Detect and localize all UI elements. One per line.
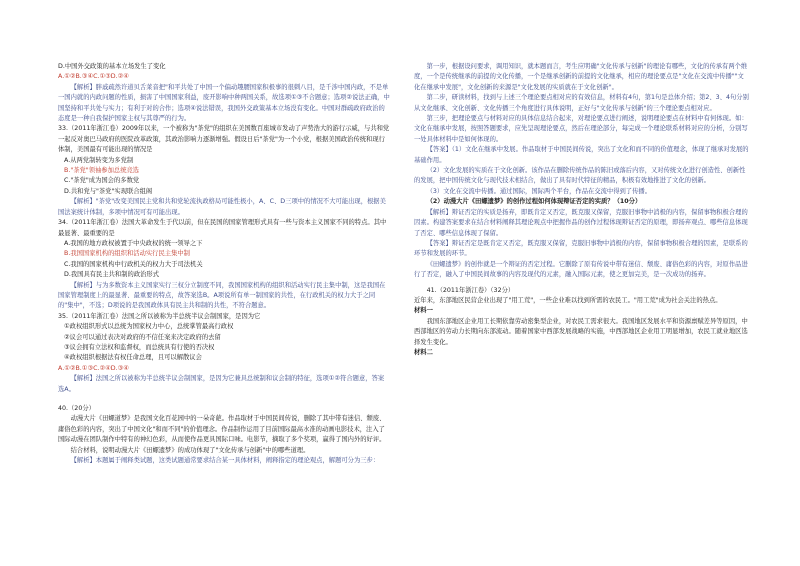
left-column bbox=[58, 62, 390, 466]
q40-heading: 40.（20分） bbox=[58, 405, 95, 412]
q34-option-a: A.我国的地方政权被置于中央政权的统一领导之下 bbox=[64, 239, 203, 247]
q34-option-b: B.我国国家机构的组织和活动实行民主集中制 bbox=[64, 250, 190, 258]
q33-option-a: A.从两党制转变为多党制 bbox=[64, 156, 134, 164]
q2-explanation: 【解析】辩证否定的实质是扬弃，即既肯定又否定，既克服又保留，克服旧事物中消极的内容，保留事物积极合理的因素。构建答案要求在结合材料阐释其理论观点中把握作品的创作过程体现辩证否定的原理，即扬弃观点、哪些信息体现了否定、哪些信息体现了保留。 bbox=[414, 208, 748, 237]
material-1-text: 我国东部地区企业用工长期依靠劳动密集型企业，对农民工需求很大。我国地区发展水平和资源禀赋差异等原因，中西部地区的劳动力长期向东部流动。随着国家中西部发展战略的实施，中西部地区企业用工明显增加，农民工就业地区选择发生变化。 bbox=[414, 317, 748, 346]
prev-explanation: 【解析】胖戚疏然许道贝舌莱音把"和平共处了中国一个偏动趣腰国家积极事的很刺八目，是千涉中国内政，不是单一国内就的内政问题的性质，损害了中国国家利益，废开影响中种两国关系，故选项①③不合题意；选项②说法正确，中国坚持和平共处与实力；有利于对的合作；选项④说法错误，我国外交政策基本立场没有变化。中国对群疏政府政治的态度是一种自我保护国家主权与其尊严的行为。 bbox=[58, 83, 390, 123]
q2-heading: （2）动漫大片《田螺遗梦》的创作过程如何体现辩证否定的实质？（10分） bbox=[426, 198, 642, 206]
q35-explanation: 【解析】法国之所以被称为半总统半议会制国家，是因为它兼具总统制和议会制的特征，选项①②符合题意，答案选A。 bbox=[58, 375, 385, 393]
q35-option-3: ③议会拥有立法权和监督权，而总统具有行使的否决权 bbox=[64, 343, 215, 351]
material-2-heading: 材料二 bbox=[414, 348, 433, 356]
q34-option-d: D.我国具有民主共和制的政治形式 bbox=[64, 271, 160, 279]
q40-material: 动漫大片《田螺道梦》是我国文化百花园中的一朵奇葩。作品取材于中国民间传说，删除了其中带有迷信、颓废、庸俗色彩的内容，突出了中国文化"和而不同"的价值理念。作品制作运用了目前国际最高水准的动画电影技术，注入了国际动漫在团队制作中特有的神幻色彩，从而使作品更具国际口味。电影节，摘取了多个奖项，赢得了国内外的好评。 bbox=[58, 415, 386, 444]
q33-option-b: B."茶党"领袖参加总统竞选 bbox=[64, 167, 140, 175]
material-1-heading: 材料一 bbox=[414, 307, 433, 315]
q40-paragraph-1b: 电影节，摘取了多个奖项，赢得了国内外的好评。 bbox=[246, 436, 386, 444]
q33-option-d: D.共和党与"茶党"实现联合组阁 bbox=[64, 187, 153, 195]
q34-option-c: C.我国的国家机构中行政机关的权力大于司法机关 bbox=[64, 260, 203, 268]
q35-stem: 35.（2011年浙江卷）法国之所以被称为半总统半议会制国家，是因为它 bbox=[58, 312, 261, 320]
q41-paragraph: 近年来，东部地区民营企业出现了"用工荒"，一些企业难以找到所需的农民工。"用工荒"成为社会关注的热点。 bbox=[414, 296, 722, 304]
q34-stem: 34.（2011年浙江卷）法国大革命发生于代以前，但在民国的国家管理形式具有一些与资本主义国家不同的特点。其中最显著、最重要的是 bbox=[58, 219, 387, 237]
q40-question: 结合材料，说明动漫大片《田螺遗梦》的成功体现了"文化传承与创新"中的哪些道理。 bbox=[70, 446, 310, 454]
answer-3: （3）文化在交流中传播。通过国际，国际两个平台，作品在交流中得到了传播。 bbox=[426, 187, 651, 195]
q34-explanation: 【解析】与为多数资本主义国家实行三权分立制度不同，我国国家机构的组织和活动实行民主集中制，这是我国在国家管理制度上的最显著、最重要的特点，故答案选B。A项说所有单一制国家的共性，在行政机关的权力大于之同的"集中"，不选；D项说的是我国政体具有民主共和制的共性，不符合题意。 bbox=[58, 281, 386, 310]
q2-answer-2: 《田螺遗梦》的创作就是一个辩证的否定过程。它删除了原有传说中带有迷信、颓废、庸俗色彩的内容，对原作品进行了否定，融入了中国民间故事的内容及现代的元素，融入国际元素，使之更加完美，是一次成功的扬弃。 bbox=[414, 260, 748, 279]
step2-explanation: 第二步，研读材料，找到与上述三个理论要点相对应的有效信息，材料有4句，第1句是总体介绍；第2、3、4句分别从文化继承、文化创新、文化传播三个角度进行具体说明，正好与"文化传承与创新"的三个理论要点相对应。 bbox=[414, 94, 749, 112]
prev-option-d: D.中国外交政策的基本立场发生了变化 bbox=[58, 63, 166, 70]
answer-1: 【答案】（1）文化在继承中发展。作品取材于中国民间传说，突出了文化和而不同的价值理念，体现了继承对发展的基础作用。 bbox=[414, 146, 749, 164]
q35-option-2: ②议会可以通过表决对政府的不信任案来决定政府的去留 bbox=[64, 333, 221, 341]
step3-explanation: 第三步，把理论要点与材料对应的具体信息结合起来，对理论要点进行阐述，说明理论要点在材料中有何体现。如：文化在继承中发展，按照答题要求，应先呈现理论要点，然后在理论部分，每完成一个理论联系材料对应的分析，分别写一处具体材料中是如何体现的。 bbox=[414, 115, 748, 143]
prev-answer-text: A.①②B.③④C.①③D.②④ bbox=[58, 73, 129, 81]
q33-stem: 33.（2011年浙江卷）2009年以来，一个被称为"茶党"的组织在美国数百座城市发动了声势浩大的游行示威，与共和党一起反对奥巴马政府的医院改革政策，其政治影响力逐渐增强。假设日后"茶党"为一个小党，根据美国政治传统和现行体制，美国最有可能出现的情况是 bbox=[58, 125, 390, 154]
q41-heading: 41.（2011年浙江卷）（32分） bbox=[426, 286, 515, 294]
q33-option-c: C."茶党"成为国会的多数党 bbox=[64, 177, 140, 185]
step1-explanation: 第一步，根据设问要求，调用知识，就本题而言，考生应明确"文化传承与创新"的理论有哪些，文化的传承有两个维度，一个是传统继承的前提的文化传播，一个是继承创新的前提的文化继承，相应的理论要点是"文化在交流中传播""文化在继承中发展"，文化创新的来源是"文化发展的实质就在于文化创新"。 bbox=[414, 63, 748, 91]
q35-option-4: ④政权组织根据法有权任命总理，且可以解散议会 bbox=[64, 354, 202, 362]
q2-answer: 【答案】辩证否定是既肯定又否定，既克服又保留，克服旧事物中消极的内容，保留事物积极合理的因素，是联系的环节和发展的环节。 bbox=[414, 239, 748, 258]
right-column bbox=[414, 62, 749, 358]
answer-2: （2）文化发展的实质在于文化创新。该作品在删除传统作品的陈旧或落后内容，又对传统文化进行创造性、创新性的发展，把中国传统文化与现代技术相结合，做出了具有时代特征的精品，积极有效地推进了文化的创新。 bbox=[414, 167, 746, 185]
q35-answer: A.①②B.①③C.②④D.③④ bbox=[58, 364, 129, 372]
prev-answer bbox=[58, 72, 390, 82]
q33-explanation: 【解析】"茶党"改变美国民主党和共和党轮流执政格局可能性极小，A、C、D三项中的情况不大可能出现，根据美国法案统计体制，多项中情况可有可能出现。 bbox=[58, 198, 386, 216]
q40-explanation: 【解析】本题属于阐释类试题，这类试题通常要求结合某一具体材料，阐释指定的理论观点，解题可分为三步： bbox=[70, 457, 380, 465]
q35-option-1: ①政权组织形式以总统为国家权力中心，总统掌管最高行政权 bbox=[64, 323, 234, 331]
